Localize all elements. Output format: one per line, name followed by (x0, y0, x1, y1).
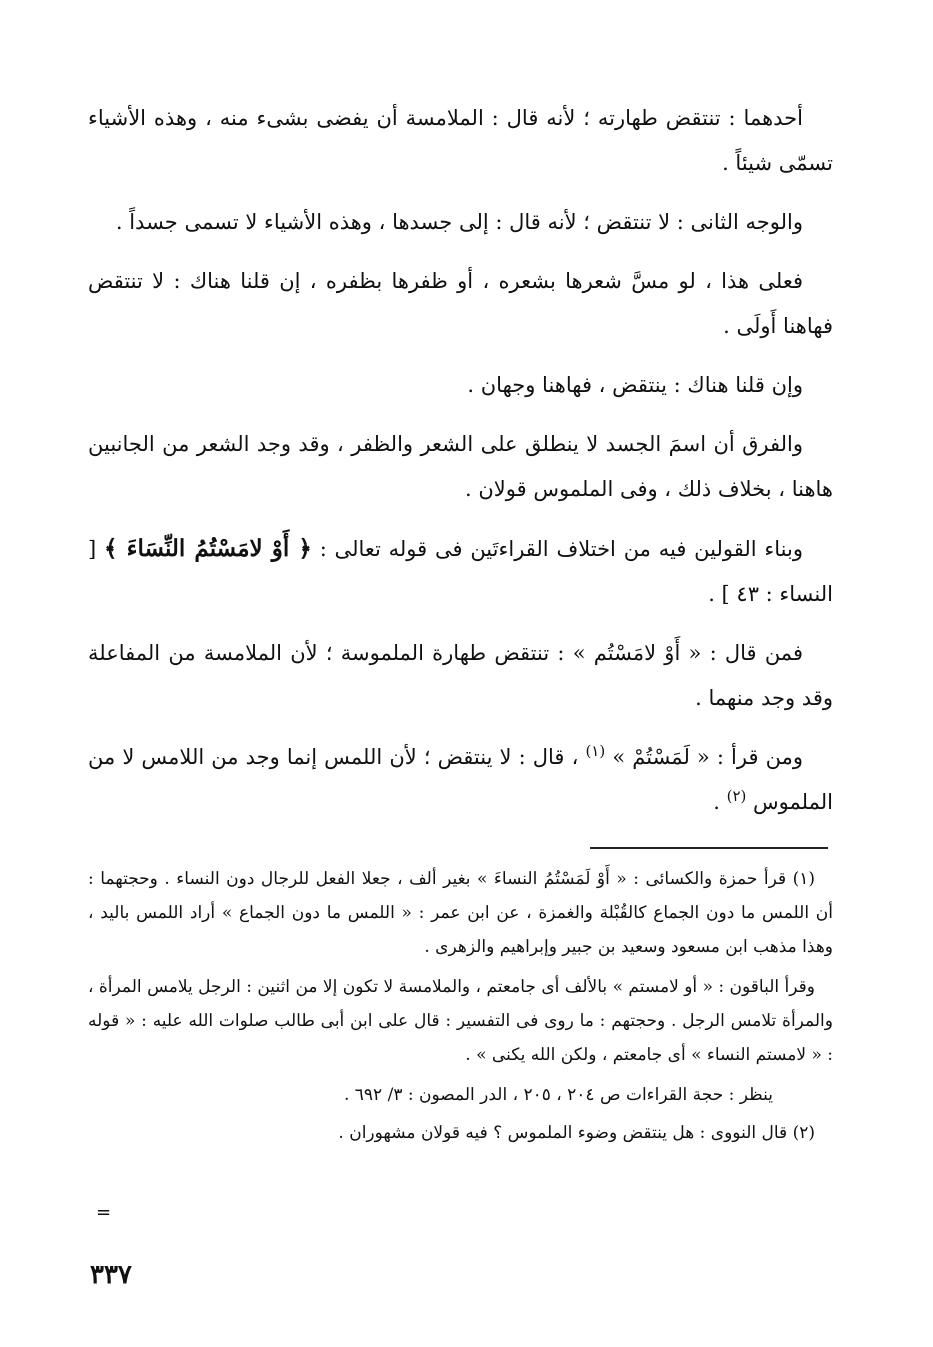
main-text (88, 96, 833, 839)
paragraph-8-end: . (713, 790, 720, 814)
paragraph-7: فمن قال : « أَوْ لامَسْتُم » : تنتقض طهارة الملموسة ؛ لأن الملامسة من المفاعلة وقد وجد منهما . (88, 641, 833, 710)
footnote-1-continued: وقرأ الباقون : « أو لامستم » بالألف أى جامعتم ، والملامسة لا تكون إلا من اثنين : الرجل يلامس المرأة ، والمرأة تلامس الرجل . وحجتهم : ما روى فى التفسير : قال على ابن أبى طالب صلوات الله عليه : « قوله : « لامستم النساء » أى جامعتم ، ولكن الله يكنى » . (88, 977, 833, 1065)
footnote-1-source: ينظر : حجة القراءات ص ٢٠٤ ، ٢٠٥ ، الدر المصون : ٣/ ٦٩٢ . (343, 1085, 773, 1105)
page-number: ٣٣٧ (90, 1260, 132, 1290)
paragraph-5: والفرق أن اسمَ الجسد لا ينطلق على الشعر والظفر ، وقد وجد الشعر من الجانبين هاهنا ، بخلاف ذلك ، وفى الملموس قولان . (88, 432, 833, 501)
paragraph-8-start: ومن قرأ : « لَمَسْتُمْ » (612, 745, 803, 769)
paragraph-3: فعلى هذا ، لو مسَّ شعرها بشعره ، أو ظفرها بظفره ، إن قلنا هناك : لا تنتقض فهاهنا أَولَى . (88, 269, 833, 338)
paragraph-6 (88, 526, 833, 617)
paragraph-6-text: وبناء القولين فيه من اختلاف القراءتَين فى قوله تعالى : (319, 537, 803, 561)
quran-verse: ﴿ أَوْ لامَسْتُمُ النِّسَاءَ ﴾ (104, 535, 312, 562)
footnote-2: (٢) قال النووى : هل ينتقض وضوء الملموس ؟ فيه قولان مشهوران . (338, 1123, 815, 1143)
paragraph-1: أحدهما : تنتقض طهارته ؛ لأنه قال : الملامسة أن يفضى بشىء منه ، وهذه الأشياء تسمّى شيئاً . (88, 106, 833, 175)
footnotes (88, 862, 833, 1156)
paragraph-4: وإن قلنا هناك : ينتقض ، فهاهنا وجهان . (467, 373, 803, 397)
continuation-mark: = (96, 1202, 112, 1223)
paragraph-2: والوجه الثانى : لا تنتقض ؛ لأنه قال : إلى جسدها ، وهذه الأشياء لا تسمى جسداً . (115, 210, 803, 234)
footnote-ref-2[interactable]: (٢) (726, 787, 747, 805)
footnote-ref-1[interactable]: (١) (585, 742, 606, 760)
paragraph-8-middle: ، قال : لا ينتقض ؛ لأن اللمس إنما وجد من اللامس لا من الملموس (88, 745, 833, 814)
footnote-divider (590, 847, 828, 849)
footnote-1: (١) قرأ حمزة والكسائى : « أَوْ لَمَسْتُمُ النساءَ » بغير ألف ، جعلا الفعل للرجال دون النساء . وحجتهما : أن اللمس ما دون الجماع كالقُبْلة والغمزة ، عن ابن عمر : « اللمس ما دون الجماع » أراد اللمس باليد ، وهذا مذهب ابن مسعود وسعيد بن جبير وإبراهيم والزهرى . (88, 869, 833, 957)
paragraph-8 (88, 735, 833, 825)
verse-reference: [ النساء : ٤٣ ] . (88, 537, 833, 606)
